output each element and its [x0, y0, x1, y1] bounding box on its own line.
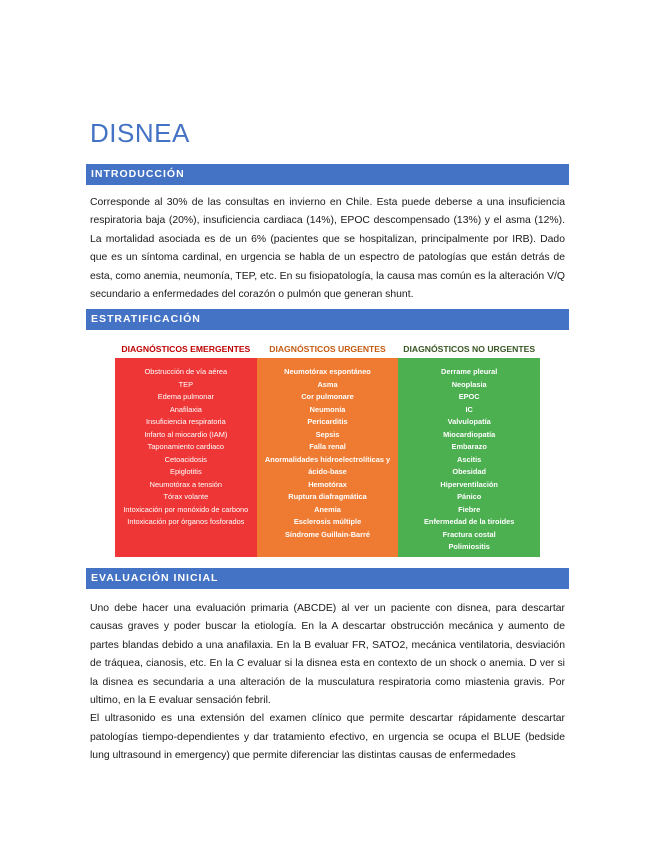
diagnosis-item: Hiperventilación: [440, 479, 498, 489]
column-header-urgent: DIAGNÓSTICOS URGENTES: [257, 340, 399, 358]
section-heading-evaluacion-inicial: EVALUACIÓN INICIAL: [86, 568, 569, 589]
diagnosis-item: Obesidad: [452, 467, 487, 476]
diagnosis-item: Intoxicación por órganos fosforados: [127, 517, 245, 526]
diagnosis-item: Miocardiopatía: [443, 429, 496, 439]
column-non-urgent: [398, 340, 540, 557]
diagnosis-item: Síndrome Guillain-Barré: [285, 529, 371, 539]
diagnosis-item: Insuficiencia respiratoria: [145, 417, 226, 426]
intro-paragraph: [90, 194, 565, 304]
column-body-non-urgent: [398, 358, 540, 557]
diagnosis-item: Falla renal: [309, 442, 346, 451]
column-urgent: [257, 340, 399, 557]
diagnosis-item: Edema pulmonar: [157, 392, 214, 401]
diagnosis-item: Derrame pleural: [441, 367, 498, 376]
diagnosis-item: Anemia: [314, 504, 341, 514]
diagnosis-item: Epiglotitis: [170, 467, 202, 476]
diagnosis-item: Intoxicación por monóxido de carbono: [123, 504, 249, 514]
column-header-non-urgent: DIAGNÓSTICOS NO URGENTES: [398, 340, 540, 358]
diagnosis-item: Ruptura diafragmática: [288, 492, 367, 501]
section-heading-estratificacion: ESTRATIFICACIÓN: [86, 309, 569, 330]
diagnosis-item: Cetoacidosis: [164, 454, 207, 464]
diagnosis-item: Enfermedad de la tiroides: [424, 517, 515, 526]
diagnosis-item: Hemotórax: [308, 479, 347, 489]
page-title: DISNEA: [90, 118, 190, 148]
diagnosis-item: EPOC: [458, 392, 480, 401]
section-heading-introduccion: INTRODUCCIÓN: [86, 164, 569, 185]
diagnosis-item: Sepsis: [315, 429, 340, 439]
diagnosis-item: Anormalidades hidroelectrolíticas y ácido-base: [264, 454, 391, 476]
diagnosis-item: Ascitis: [457, 454, 482, 464]
diagnosis-item: TEP: [178, 379, 194, 389]
column-emergent: [115, 340, 257, 557]
diagnosis-item: Neumonía: [309, 404, 346, 414]
diagnosis-item: Infarto al miocardio (IAM): [144, 429, 228, 439]
diagnosis-item: Polimiositis: [448, 542, 490, 551]
diagnosis-item: Pánico: [457, 492, 482, 501]
column-header-emergent: DIAGNÓSTICOS EMERGENTES: [115, 340, 257, 358]
evaluation-text-primary: Uno debe hacer una evaluación primaria (ABCDE) al ver un paciente con disnea, para descartar causas graves y poder buscar la etiología. En la A descartar obstrucción mecánica y aumento de partes blandas debido a una anafilaxia. En la B evaluar FR, SATO2, mecánica ventilatoria, desviación de tráquea, cianosis, etc. En la C evaluar si la disnea esta en contexto de un shock o anemia. D ver si la disnea es secundaria a una alteración de la musculatura respiratoria como miastenia gravis. Por ultimo, en la E evaluar sensación febril.: [90, 603, 565, 707]
evaluation-text-ultrasound: El ultrasonido es una extensión del examen clínico que permite descartar rápidamente descartar patologías tiempo-dependientes y dar tratamiento efectivo, en urgencia se ocupa el BLUE (bedside lung ultrasound in emergency) que permite diferenciar las distintas causas de enfermedades: [90, 713, 565, 762]
intro-text: Corresponde al 30% de las consultas en invierno en Chile. Esta puede deberse a una insuficiencia respiratoria baja (20%), insuficiencia cardiaca (14%), EPOC descompensado (13%) y el asma (12%). La mortalidad asociada es de un 6% (pacientes que se hospitalizan, principalmente por IRB). Dado que es un síntoma cardinal, en urgencia se habla de un espectro de patologías que están detrás de esta, como anemia, neumonía, TEP, etc. En su fisiopatología, la causa mas común es la alteración V/Q secundario a enfermedades del corazón o pulmón que generan shunt.: [90, 197, 565, 301]
diagnosis-item: Obstrucción de vía aérea: [144, 367, 228, 376]
diagnosis-item: Esclerosis múltiple: [293, 517, 362, 526]
diagnosis-item: Cor pulmonare: [301, 392, 354, 401]
diagnosis-item: Pericarditis: [307, 417, 348, 426]
diagnosis-item: Tórax volante: [163, 492, 209, 501]
diagnosis-item: Anafilaxia: [169, 404, 202, 414]
diagnosis-item: Fractura costal: [442, 529, 496, 539]
diagnosis-item: Embarazo: [451, 442, 487, 451]
diagnosis-item: IC: [465, 404, 473, 414]
diagnosis-item: Fiebre: [458, 504, 481, 514]
diagnosis-item: Asma: [317, 379, 338, 389]
diagnosis-item: Neumotórax a tensión: [149, 479, 222, 489]
diagnosis-item: Taponamiento cardiaco: [147, 442, 225, 451]
column-body-emergent: [115, 358, 257, 557]
diagnosis-item: Valvulopatía: [447, 417, 491, 426]
diagnosis-item: Neumotórax espontáneo: [284, 367, 371, 376]
diagnosis-table: [115, 340, 540, 557]
diagnosis-item: Neoplasia: [451, 379, 487, 389]
evaluation-paragraph: [90, 600, 565, 766]
column-body-urgent: [257, 358, 399, 557]
